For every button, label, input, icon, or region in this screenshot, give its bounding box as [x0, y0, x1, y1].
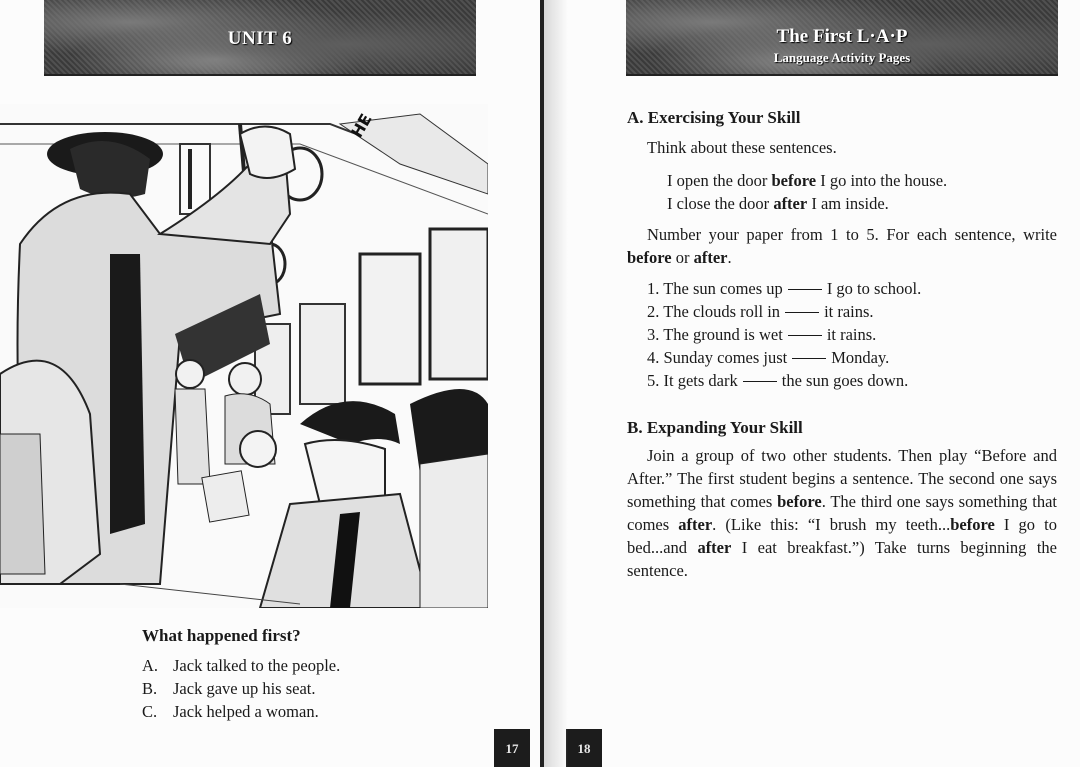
activity-content: [627, 106, 1057, 582]
answer-blank: [785, 312, 819, 313]
answer-item: [142, 702, 340, 725]
gutter-shadow: [544, 0, 568, 767]
exercise-list: [647, 277, 1057, 392]
example-sentences: [667, 169, 1057, 215]
example-sentence: I close the door after I am inside.: [667, 194, 889, 213]
question-title: What happened first?: [142, 626, 301, 645]
section-b-heading: B. Expanding Your Skill: [627, 418, 803, 437]
unit-banner: [44, 0, 476, 76]
answer-text: Jack helped a woman.: [173, 702, 319, 721]
answer-blank: [792, 358, 826, 359]
page-number-left: 17: [494, 729, 530, 767]
answer-blank: [788, 335, 822, 336]
exercise-item: 2. The clouds roll in it rains.: [647, 302, 874, 321]
lap-banner: [626, 0, 1058, 76]
question-block: [142, 626, 340, 725]
exercise-item: 3. The ground is wet it rains.: [647, 325, 877, 344]
section-a-heading: A. Exercising Your Skill: [627, 108, 801, 127]
answer-item: [142, 656, 340, 679]
answer-blank: [788, 289, 822, 290]
ad-sign-text: HE: [347, 110, 376, 141]
answer-text: Jack talked to the people.: [173, 656, 341, 675]
page-number-right: 18: [566, 729, 602, 767]
exercise-item: 5. It gets dark the sun goes down.: [647, 371, 909, 390]
right-page: [544, 0, 1080, 767]
answer-text: Jack gave up his seat.: [173, 679, 316, 698]
lap-title: The First L·A·P: [776, 26, 908, 47]
unit-title: UNIT 6: [227, 28, 293, 49]
exercise-item: 4. Sunday comes just Monday.: [647, 348, 890, 367]
answer-blank: [743, 381, 777, 382]
section-a-instruction: Number your paper from 1 to 5. For each sentence, write before or after.: [627, 225, 1057, 267]
section-a-intro: Think about these sentences.: [647, 138, 837, 157]
section-b: [627, 416, 1057, 582]
answer-item: [142, 679, 340, 702]
section-b-paragraph: Join a group of two other students. Then play “Before and After.” The first student begins a sentence. The second one says something that comes before. The third one says something that comes after. (Like this: “I brush my teeth...before I go to bed...and after I eat breakfast.”) Take turns beginning the sentence.: [627, 446, 1057, 580]
answer-letter: A.: [142, 656, 159, 675]
example-sentence: I open the door before I go into the house.: [667, 171, 948, 190]
exercise-item: 1. The sun comes up I go to school.: [647, 279, 922, 298]
lap-subtitle: Language Activity Pages: [773, 50, 911, 65]
answer-letter: C.: [142, 702, 158, 721]
subway-illustration: [0, 104, 488, 608]
answer-list: [142, 656, 340, 725]
answer-letter: B.: [142, 679, 158, 698]
